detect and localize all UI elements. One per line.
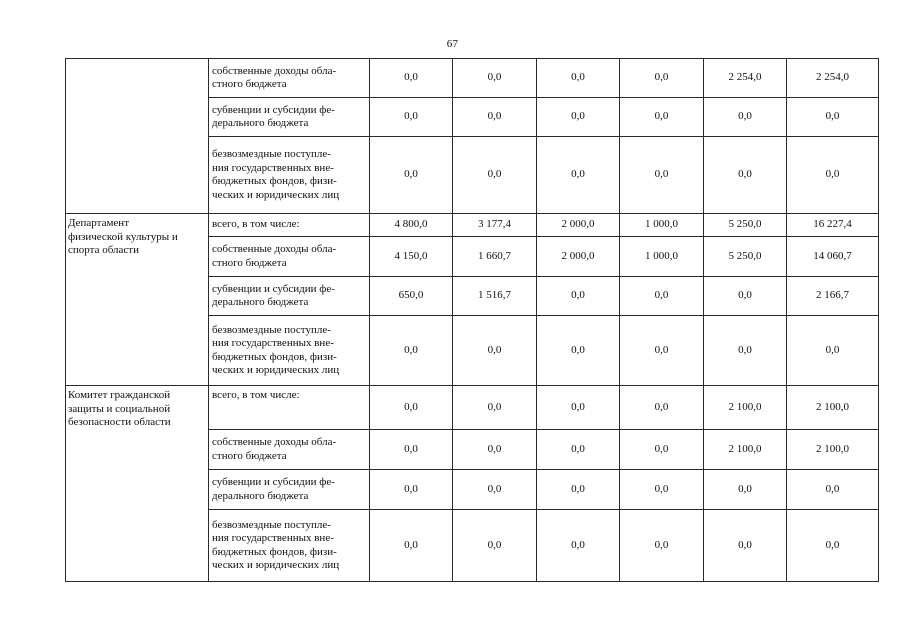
value-cell: 0,0 [620, 59, 704, 98]
value-cell: 4 150,0 [370, 237, 453, 277]
budget-table [65, 58, 879, 582]
funding-source-line: собственные доходы обла- [212, 436, 337, 448]
value-cell: 0,0 [620, 98, 704, 137]
value-cell: 0,0 [370, 59, 453, 98]
department-name-line: безопасности области [68, 416, 171, 428]
value-cell: 0,0 [620, 470, 704, 510]
funding-source-line: всего, в том числе: [212, 389, 300, 401]
value-cell: 0,0 [620, 386, 704, 430]
value-cell: 0,0 [453, 137, 537, 214]
table-row [66, 386, 879, 430]
value-cell: 0,0 [453, 470, 537, 510]
value-cell: 0,0 [537, 137, 620, 214]
table-row [66, 59, 879, 98]
value-cell: 1 000,0 [620, 214, 704, 237]
total-value-cell: 0,0 [787, 316, 879, 386]
value-cell: 4 800,0 [370, 214, 453, 237]
department-name-line: Комитет гражданской [68, 389, 171, 401]
value-cell: 0,0 [453, 59, 537, 98]
value-cell: 2 000,0 [537, 214, 620, 237]
department-name-line: физической культуры и [68, 230, 178, 243]
value-cell: 0,0 [704, 98, 787, 137]
funding-source-line: ческих и юридических лиц [212, 188, 340, 201]
value-cell: 0,0 [620, 430, 704, 470]
funding-source-line: субвенции и субсидии фе- [212, 282, 335, 295]
funding-source-line: бюджетных фондов, физи- [212, 545, 337, 558]
funding-source-cell [209, 59, 370, 98]
funding-source-line: стного бюджета [212, 449, 287, 462]
value-cell: 0,0 [370, 98, 453, 137]
value-cell: 0,0 [537, 470, 620, 510]
total-value-cell: 16 227,4 [787, 214, 879, 237]
funding-source-cell [209, 470, 370, 510]
value-cell: 1 516,7 [453, 277, 537, 316]
value-cell: 0,0 [370, 430, 453, 470]
funding-source-cell [209, 98, 370, 137]
funding-source-cell [209, 214, 370, 237]
value-cell: 5 250,0 [704, 237, 787, 277]
value-cell: 0,0 [537, 59, 620, 98]
total-value-cell: 0,0 [787, 510, 879, 582]
total-value-cell: 2 100,0 [787, 386, 879, 430]
total-value-cell: 2 254,0 [787, 59, 879, 98]
value-cell: 0,0 [453, 316, 537, 386]
funding-source-line: собственные доходы обла- [212, 64, 337, 77]
page-number: 67 [446, 38, 459, 50]
value-cell: 0,0 [537, 510, 620, 582]
value-cell: 0,0 [370, 510, 453, 582]
value-cell: 0,0 [620, 137, 704, 214]
funding-source-line: стного бюджета [212, 256, 287, 269]
value-cell: 0,0 [620, 316, 704, 386]
funding-source-line: субвенции и субсидии фе- [212, 103, 335, 116]
funding-source-line: ния государственных вне- [212, 161, 334, 174]
value-cell: 650,0 [370, 277, 453, 316]
department-cell [66, 386, 209, 582]
funding-source-line: субвенции и субсидии фе- [212, 476, 335, 488]
funding-source-cell [209, 137, 370, 214]
funding-source-line: всего, в том числе: [212, 218, 300, 231]
funding-source-line: безвозмездные поступле- [212, 148, 331, 160]
value-cell: 0,0 [704, 316, 787, 386]
value-cell: 2 100,0 [704, 430, 787, 470]
value-cell: 0,0 [704, 277, 787, 316]
value-cell: 1 000,0 [620, 237, 704, 277]
funding-source-line: дерального бюджета [212, 489, 309, 502]
funding-source-cell [209, 237, 370, 277]
value-cell: 0,0 [537, 98, 620, 137]
funding-source-line: безвозмездные поступле- [212, 323, 331, 336]
total-value-cell: 0,0 [787, 98, 879, 137]
funding-source-line: дерального бюджета [212, 117, 309, 129]
funding-source-line: дерального бюджета [212, 296, 309, 308]
value-cell: 5 250,0 [704, 214, 787, 237]
funding-source-line: безвозмездные поступле- [212, 518, 331, 531]
department-name-line: защиты и социальной [68, 402, 171, 415]
funding-source-cell [209, 277, 370, 316]
funding-source-line: ческих и юридических лиц [212, 364, 340, 376]
funding-source-line: ния государственных вне- [212, 532, 334, 544]
value-cell: 0,0 [537, 277, 620, 316]
value-cell: 2 100,0 [704, 386, 787, 430]
funding-source-cell [209, 316, 370, 386]
value-cell: 1 660,7 [453, 237, 537, 277]
total-value-cell: 0,0 [787, 470, 879, 510]
value-cell: 0,0 [453, 386, 537, 430]
funding-source-line: бюджетных фондов, физи- [212, 175, 337, 187]
value-cell: 0,0 [704, 470, 787, 510]
value-cell: 0,0 [453, 430, 537, 470]
total-value-cell: 2 166,7 [787, 277, 879, 316]
value-cell: 0,0 [704, 510, 787, 582]
value-cell: 3 177,4 [453, 214, 537, 237]
value-cell: 0,0 [620, 510, 704, 582]
department-cell [66, 59, 209, 214]
value-cell: 0,0 [453, 510, 537, 582]
value-cell: 0,0 [370, 386, 453, 430]
department-name-line: Департамент [68, 217, 130, 229]
total-value-cell: 2 100,0 [787, 430, 879, 470]
funding-source-line: собственные доходы обла- [212, 243, 337, 255]
value-cell: 0,0 [370, 137, 453, 214]
value-cell: 2 254,0 [704, 59, 787, 98]
funding-source-cell [209, 386, 370, 430]
value-cell: 0,0 [704, 137, 787, 214]
value-cell: 0,0 [370, 470, 453, 510]
funding-source-line: бюджетных фондов, физи- [212, 350, 337, 363]
value-cell: 0,0 [620, 277, 704, 316]
funding-source-cell [209, 430, 370, 470]
total-value-cell: 14 060,7 [787, 237, 879, 277]
value-cell: 2 000,0 [537, 237, 620, 277]
department-cell [66, 214, 209, 386]
value-cell: 0,0 [453, 98, 537, 137]
department-name-line: спорта области [68, 244, 139, 256]
value-cell: 0,0 [370, 316, 453, 386]
value-cell: 0,0 [537, 316, 620, 386]
table-row [66, 214, 879, 237]
funding-source-line: ния государственных вне- [212, 337, 334, 349]
value-cell: 0,0 [537, 386, 620, 430]
funding-source-cell [209, 510, 370, 582]
total-value-cell: 0,0 [787, 137, 879, 214]
value-cell: 0,0 [537, 430, 620, 470]
funding-source-line: ческих и юридических лиц [212, 559, 340, 571]
funding-source-line: стного бюджета [212, 78, 287, 90]
